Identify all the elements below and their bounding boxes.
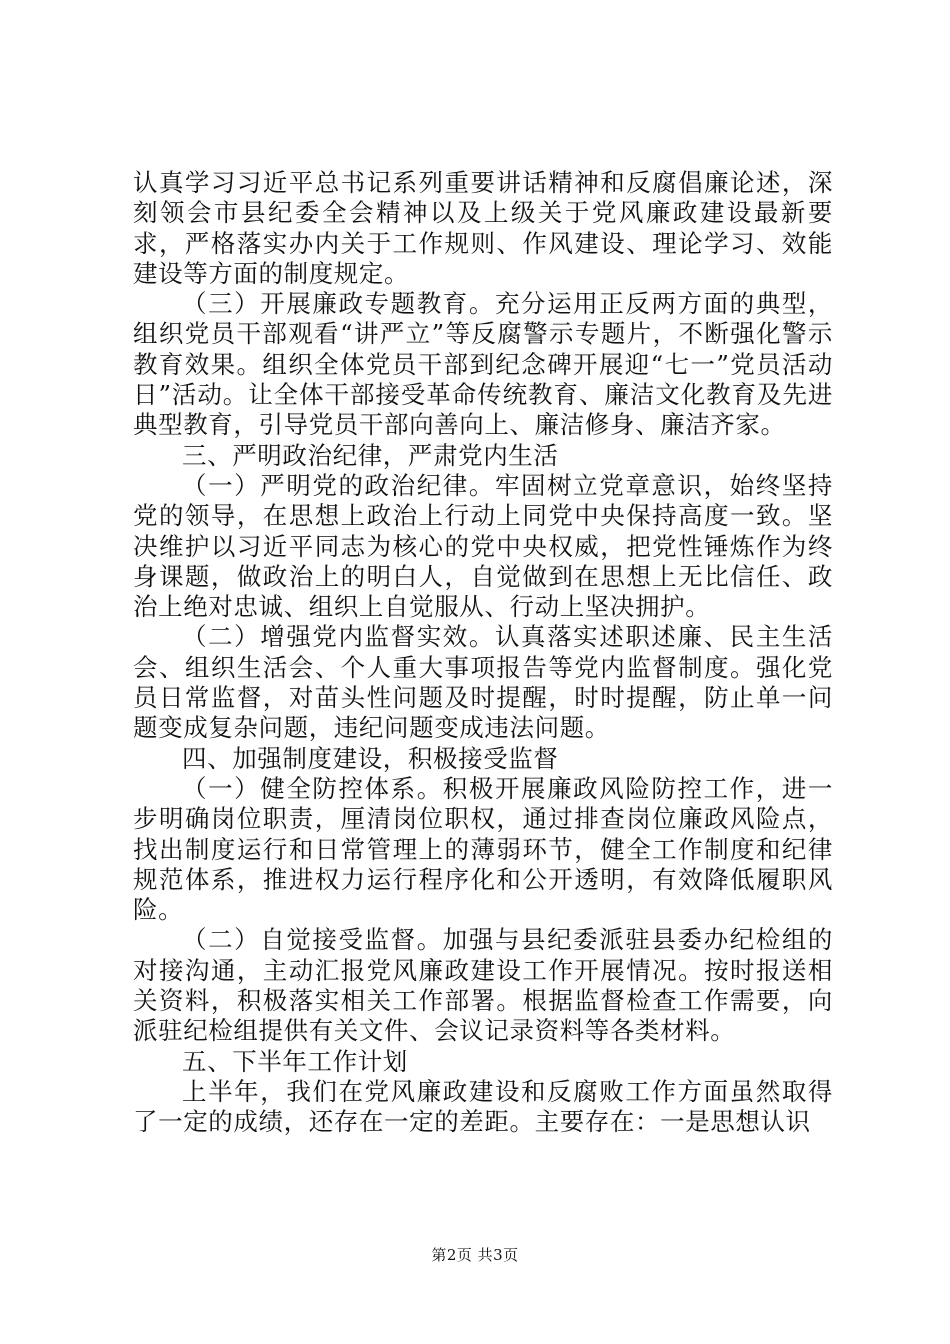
- paragraph-inner-party-supervision: （二）增强党内监督实效。认真落实述职述廉、民主生活会、组织生活会、个人重大事项报告等党内监督制度。强化党员日常监督，对苗头性问题及时提醒，时时提醒，防止单一问题变成复杂问题，违纪问题变成违法问题。: [133, 622, 833, 743]
- paragraph-political-discipline: （一）严明党的政治纪律。牢固树立党章意识，始终坚持党的领导，在思想上政治上行动上同党中央保持高度一致。坚决维护以习近平同志为核心的党中央权威，把党性锤炼作为终身课题，做政治上的明白人，自觉做到在思想上无比信任、政治上绝对忠诚、组织上自觉服从、行动上坚决拥护。: [133, 470, 833, 622]
- section-heading-5: 五、下半年工作计划: [182, 1046, 408, 1076]
- page-footer: 第2页 共3页: [431, 1246, 519, 1264]
- section-heading-3: 三、严明政治纪律，严肃党内生活: [182, 440, 559, 470]
- section-heading-4: 四、加强制度建设，积极接受监督: [182, 743, 559, 773]
- paragraph-risk-control: （一）健全防控体系。积极开展廉政风险防控工作，进一步明确岗位职责，厘清岗位职权，通过排查岗位廉政风险点，找出制度运行和日常管理上的薄弱环节，健全工作制度和纪律规范体系，推进权力运行程序化和公开透明，有效降低履职风险。: [133, 773, 833, 925]
- document-body: [133, 168, 833, 1138]
- paragraph-first-half-summary: 上半年，我们在党风廉政建设和反腐败工作方面虽然取得了一定的成绩，还存在一定的差距。主要存在：一是思想认识: [133, 1076, 833, 1137]
- paragraph-study: 认真学习习近平总书记系列重要讲话精神和反腐倡廉论述，深刻领会市县纪委全会精神以及上级关于党风廉政建设最新要求，严格落实办内关于工作规则、作风建设、理论学习、效能建设等方面的制度规定。: [133, 168, 833, 288]
- paragraph-integrity-education: （三）开展廉政专题教育。充分运用正反两方面的典型，组织党员干部观看“讲严立”等反腐警示专题片，不断强化警示教育效果。组织全体党员干部到纪念碑开展迎“七一”党员活动日”活动。让全体干部接受革命传统教育、廉洁文化教育及先进典型教育，引导党员干部向善向上、廉洁修身、廉洁齐家。: [133, 289, 833, 440]
- paragraph-accept-supervision: （二）自觉接受监督。加强与县纪委派驻县委办纪检组的对接沟通，主动汇报党风廉政建设工作开展情况。按时报送相关资料，积极落实相关工作部署。根据监督检查工作需要，向派驻纪检组提供有关文件、会议记录资料等各类材料。: [133, 925, 833, 1046]
